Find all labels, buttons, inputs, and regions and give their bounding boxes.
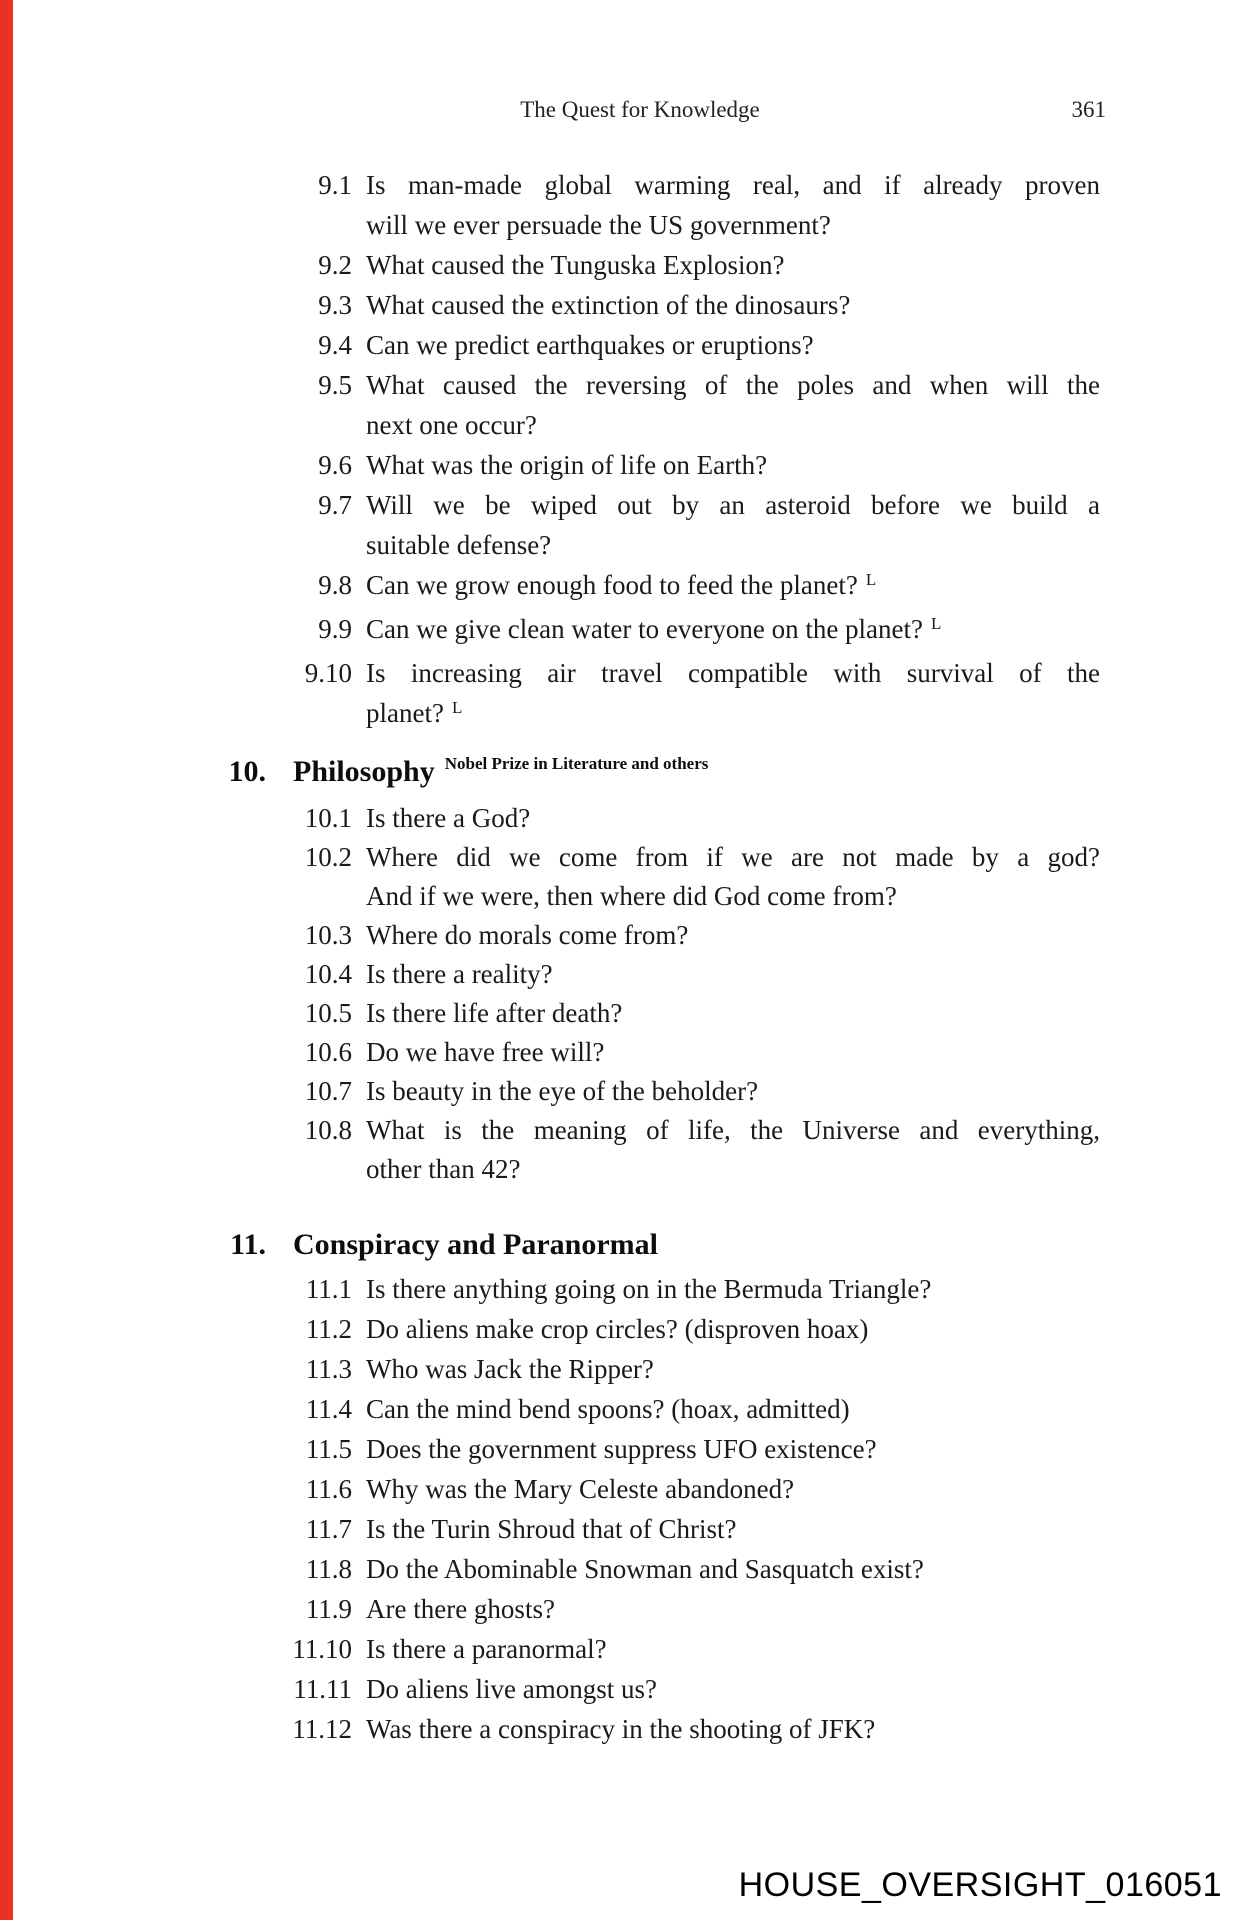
text-line-content: suitable defense? <box>366 530 552 560</box>
item-text <box>366 1469 1100 1509</box>
item-text <box>366 1669 1100 1709</box>
text-line <box>366 877 1100 916</box>
item-number: 9.6 <box>318 450 352 480</box>
item-number: 10.4 <box>304 959 352 989</box>
item-text <box>366 1072 1100 1111</box>
section-heading <box>0 1223 1248 1267</box>
item-text <box>366 1111 1100 1189</box>
item-number: 11.5 <box>305 1434 352 1464</box>
text-line <box>366 485 1100 525</box>
list-item <box>0 445 1248 485</box>
text-line-content: Will we be wiped out by an asteroid before we build a <box>366 490 1100 520</box>
list-item <box>0 565 1248 609</box>
text-line-content: other than 42? <box>366 1154 521 1184</box>
text-line-content: Where did we come from if we are not made by a god? <box>366 842 1100 872</box>
item-number: 10.2 <box>304 842 352 872</box>
list-item <box>0 1629 1248 1669</box>
text-line <box>366 165 1100 205</box>
list-item <box>0 1033 1248 1072</box>
text-line <box>366 1549 1100 1589</box>
item-number: 9.3 <box>318 290 352 320</box>
text-line-content: Is there a God? <box>366 803 531 833</box>
item-text <box>366 1033 1100 1072</box>
item-text <box>366 1309 1100 1349</box>
text-line-content: What caused the extinction of the dinosaurs? <box>366 290 851 320</box>
text-line-content: Why was the Mary Celeste abandoned? <box>366 1474 795 1504</box>
text-line-content: Can we predict earthquakes or eruptions? <box>366 330 814 360</box>
text-line-content: Is increasing air travel compatible with survival of the <box>366 658 1100 688</box>
text-line <box>366 1429 1100 1469</box>
item-number: 11.6 <box>305 1474 352 1504</box>
item-text <box>366 285 1100 325</box>
item-text <box>366 838 1100 916</box>
item-text <box>366 1269 1100 1309</box>
section-title-wrap <box>293 1223 658 1267</box>
text-line-content: What caused the Tunguska Explosion? <box>366 250 785 280</box>
item-text <box>366 445 1100 485</box>
text-line-content: What is the meaning of life, the Universe and everything, <box>366 1115 1100 1145</box>
text-line-content: planet? <box>366 698 444 728</box>
text-line <box>366 1150 1100 1189</box>
text-line-content: Is man-made global warming real, and if already proven <box>366 170 1100 200</box>
text-line <box>366 205 1100 245</box>
question-list <box>0 1269 1248 1749</box>
item-number: 9.10 <box>304 658 352 688</box>
list-item <box>0 1309 1248 1349</box>
text-line <box>366 955 1100 994</box>
text-line <box>366 285 1100 325</box>
text-line-content: Does the government suppress UFO existence? <box>366 1434 877 1464</box>
item-text <box>366 1629 1100 1669</box>
section-number: 11. <box>230 1228 266 1261</box>
list-item <box>0 1549 1248 1589</box>
text-line <box>366 1389 1100 1429</box>
text-line <box>366 653 1100 693</box>
list-item <box>0 1709 1248 1749</box>
item-number: 11.10 <box>292 1634 352 1664</box>
list-item <box>0 1669 1248 1709</box>
running-head <box>0 97 1248 123</box>
item-text <box>366 1429 1100 1469</box>
text-line-content: Is there life after death? <box>366 998 623 1028</box>
item-text <box>366 653 1100 737</box>
text-line <box>366 1509 1100 1549</box>
item-text <box>366 955 1100 994</box>
item-number: 11.4 <box>305 1394 352 1424</box>
list-item <box>0 285 1248 325</box>
section-title: Philosophy <box>293 755 435 788</box>
text-line <box>366 838 1100 877</box>
text-line-content: Are there ghosts? <box>366 1594 555 1624</box>
list-item <box>0 799 1248 838</box>
text-line <box>366 799 1100 838</box>
text-line-content: Is the Turin Shroud that of Christ? <box>366 1514 737 1544</box>
item-text <box>366 1389 1100 1429</box>
text-line-content: Do aliens live amongst us? <box>366 1674 657 1704</box>
item-number: 10.3 <box>304 920 352 950</box>
item-number: 9.5 <box>318 370 352 400</box>
text-line <box>366 1709 1100 1749</box>
item-text <box>366 485 1100 565</box>
item-number: 11.7 <box>305 1514 352 1544</box>
text-line <box>366 1309 1100 1349</box>
item-number: 9.8 <box>318 570 352 600</box>
text-line-content: Who was Jack the Ripper? <box>366 1354 654 1384</box>
text-line <box>366 1033 1100 1072</box>
item-text <box>366 165 1100 245</box>
list-item <box>0 1589 1248 1629</box>
item-number: 11.11 <box>293 1674 352 1704</box>
text-line <box>366 405 1100 445</box>
item-number: 9.1 <box>318 170 352 200</box>
item-number: 10.6 <box>304 1037 352 1067</box>
footnote-superscript: L <box>451 698 463 717</box>
list-item <box>0 1072 1248 1111</box>
list-item <box>0 1389 1248 1429</box>
list-item <box>0 1269 1248 1309</box>
list-item <box>0 1349 1248 1389</box>
item-number: 11.2 <box>305 1314 352 1344</box>
section-title: Conspiracy and Paranormal <box>293 1228 659 1261</box>
text-line <box>366 245 1100 285</box>
list-item <box>0 325 1248 365</box>
list-item <box>0 1429 1248 1469</box>
item-number: 9.9 <box>318 614 352 644</box>
item-number: 10.5 <box>304 998 352 1028</box>
item-text <box>366 365 1100 445</box>
list-item <box>0 245 1248 285</box>
item-text <box>366 1709 1100 1749</box>
bates-stamp: HOUSE_OVERSIGHT_016051 <box>738 1866 1222 1904</box>
text-line-content: Can the mind bend spoons? (hoax, admitted) <box>366 1394 850 1424</box>
text-line-content: Was there a conspiracy in the shooting of JFK? <box>366 1714 876 1744</box>
item-number: 9.7 <box>318 490 352 520</box>
text-line <box>366 1629 1100 1669</box>
item-text <box>366 325 1100 365</box>
item-text <box>366 565 1100 609</box>
item-number: 11.8 <box>305 1554 352 1584</box>
text-line <box>366 365 1100 405</box>
list-item <box>0 916 1248 955</box>
list-item <box>0 1111 1248 1189</box>
text-line-content: What caused the reversing of the poles and when will the <box>366 370 1100 400</box>
footnote-superscript: L <box>865 570 877 589</box>
question-list <box>0 165 1248 737</box>
item-text <box>366 1589 1100 1629</box>
section-number: 10. <box>228 755 266 788</box>
text-line-content: And if we were, then where did God come from? <box>366 881 897 911</box>
item-number: 9.2 <box>318 250 352 280</box>
item-text <box>366 609 1100 653</box>
list-item <box>0 1469 1248 1509</box>
list-item <box>0 609 1248 653</box>
page-body <box>0 165 1248 1749</box>
text-line <box>366 445 1100 485</box>
section-heading <box>0 750 1248 794</box>
text-line-content: Is there a reality? <box>366 959 553 989</box>
list-item <box>0 955 1248 994</box>
text-line-content: Do the Abominable Snowman and Sasquatch exist? <box>366 1554 924 1584</box>
text-line-content: Do we have free will? <box>366 1037 605 1067</box>
text-line <box>366 1469 1100 1509</box>
text-line <box>366 916 1100 955</box>
section-title-superscript: Nobel Prize in Literature and others <box>444 754 709 773</box>
item-text <box>366 245 1100 285</box>
text-line-content: Where do morals come from? <box>366 920 689 950</box>
text-line <box>366 565 1100 609</box>
text-line <box>366 1349 1100 1389</box>
item-text <box>366 799 1100 838</box>
text-line <box>366 525 1100 565</box>
item-text <box>366 1349 1100 1389</box>
text-line-content: will we ever persuade the US government? <box>366 210 831 240</box>
list-item <box>0 653 1248 737</box>
page-number: 361 <box>1071 97 1106 122</box>
text-line <box>366 693 1100 737</box>
text-line <box>366 1269 1100 1309</box>
text-line-content: next one occur? <box>366 410 537 440</box>
list-item <box>0 485 1248 565</box>
list-item <box>0 1509 1248 1549</box>
text-line <box>366 609 1100 653</box>
item-number: 9.4 <box>318 330 352 360</box>
text-line <box>366 1589 1100 1629</box>
text-line-content: Can we grow enough food to feed the planet? <box>366 570 858 600</box>
item-number: 11.1 <box>305 1274 352 1304</box>
item-text <box>366 1509 1100 1549</box>
item-number: 11.9 <box>305 1594 352 1624</box>
text-line-content: Do aliens make crop circles? (disproven hoax) <box>366 1314 869 1344</box>
footnote-superscript: L <box>931 614 942 633</box>
text-line-content: What was the origin of life on Earth? <box>366 450 768 480</box>
item-text <box>366 1549 1100 1589</box>
text-line <box>366 1072 1100 1111</box>
list-item <box>0 838 1248 916</box>
text-line <box>366 994 1100 1033</box>
list-item <box>0 165 1248 245</box>
item-number: 11.3 <box>305 1354 352 1384</box>
text-line-content: Can we give clean water to everyone on the planet? <box>366 614 924 644</box>
text-line-content: Is beauty in the eye of the beholder? <box>366 1076 759 1106</box>
text-line-content: Is there anything going on in the Bermuda Triangle? <box>366 1274 932 1304</box>
text-line <box>366 325 1100 365</box>
section-title-wrap <box>293 750 708 794</box>
item-number: 10.1 <box>304 803 352 833</box>
text-line <box>366 1111 1100 1150</box>
list-item <box>0 994 1248 1033</box>
item-text <box>366 994 1100 1033</box>
list-item <box>0 365 1248 445</box>
question-list <box>0 799 1248 1189</box>
running-header-title: The Quest for Knowledge <box>520 97 760 122</box>
item-number: 11.12 <box>292 1714 352 1744</box>
text-line-content: Is there a paranormal? <box>366 1634 607 1664</box>
text-line <box>366 1669 1100 1709</box>
item-text <box>366 916 1100 955</box>
item-number: 10.8 <box>304 1115 352 1145</box>
item-number: 10.7 <box>304 1076 352 1106</box>
